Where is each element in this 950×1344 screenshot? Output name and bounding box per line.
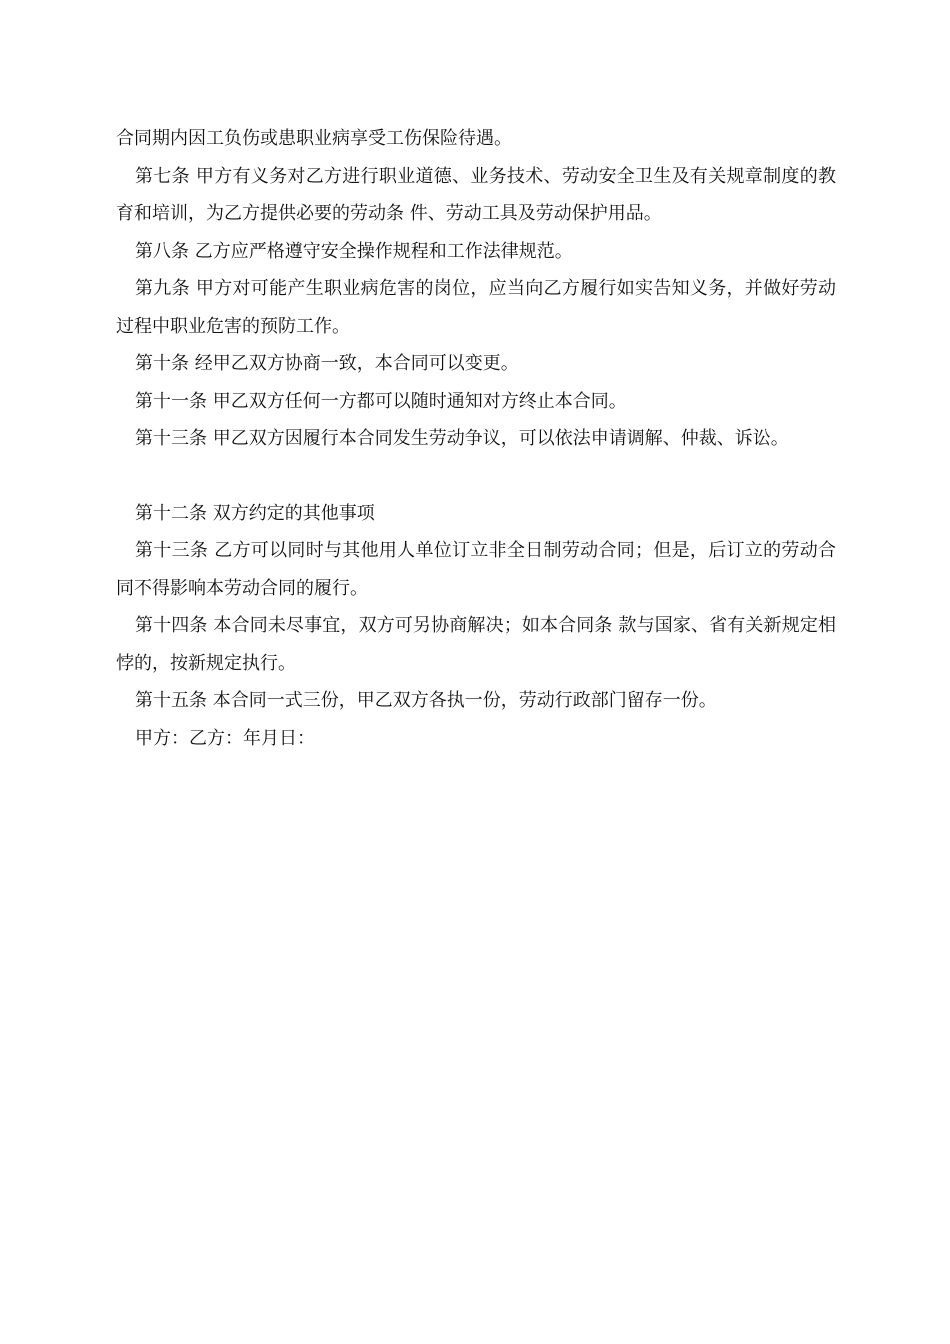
paragraph-continuation: 合同期内因工负伤或患职业病享受工伤保险待遇。: [116, 128, 512, 149]
paragraph-article-10: 第十条 经甲乙双方协商一致，本合同可以变更。: [135, 353, 519, 374]
paragraph-article-12: 第十二条 双方约定的其他事项: [135, 502, 375, 524]
paragraph-article-13-parttime: 第十三条 乙方可以同时与其他用人单位订立非全日制劳动合同；但是，后订立的劳动合同不得影响本劳动合同的履行。: [116, 540, 836, 599]
paragraph-article-7: 第七条 甲方有义务对乙方进行职业道德、业务技术、劳动安全卫生及有关规章制度的教育和培训，为乙方提供必要的劳动条 件、劳动工具及劳动保护用品。: [116, 165, 836, 224]
paragraph-article-13-dispute: 第十三条 甲乙双方因履行本合同发生劳动争议，可以依法申请调解、仲裁、诉讼。: [135, 428, 789, 449]
paragraph-gap: [116, 458, 836, 495]
document-body: [116, 120, 836, 757]
paragraph-article-11: 第十一条 甲乙双方任何一方都可以随时通知对方终止本合同。: [135, 390, 627, 412]
paragraph-article-15: 第十五条 本合同一式三份，甲乙双方各执一份，劳动行政部门留存一份。: [135, 690, 717, 711]
paragraph-article-8: 第八条 乙方应严格遵守安全操作规程和工作法律规范。: [135, 240, 573, 262]
paragraph-article-9: 第九条 甲方对可能产生职业病危害的岗位，应当向乙方履行如实告知义务，并做好劳动过程中职业危害的预防工作。: [116, 278, 836, 337]
signature-line: 甲方：乙方：年月日：: [135, 727, 315, 749]
paragraph-article-14: 第十四条 本合同未尽事宜，双方可另协商解决；如本合同条 款与国家、省有关新规定相悖的，按新规定执行。: [116, 615, 836, 674]
